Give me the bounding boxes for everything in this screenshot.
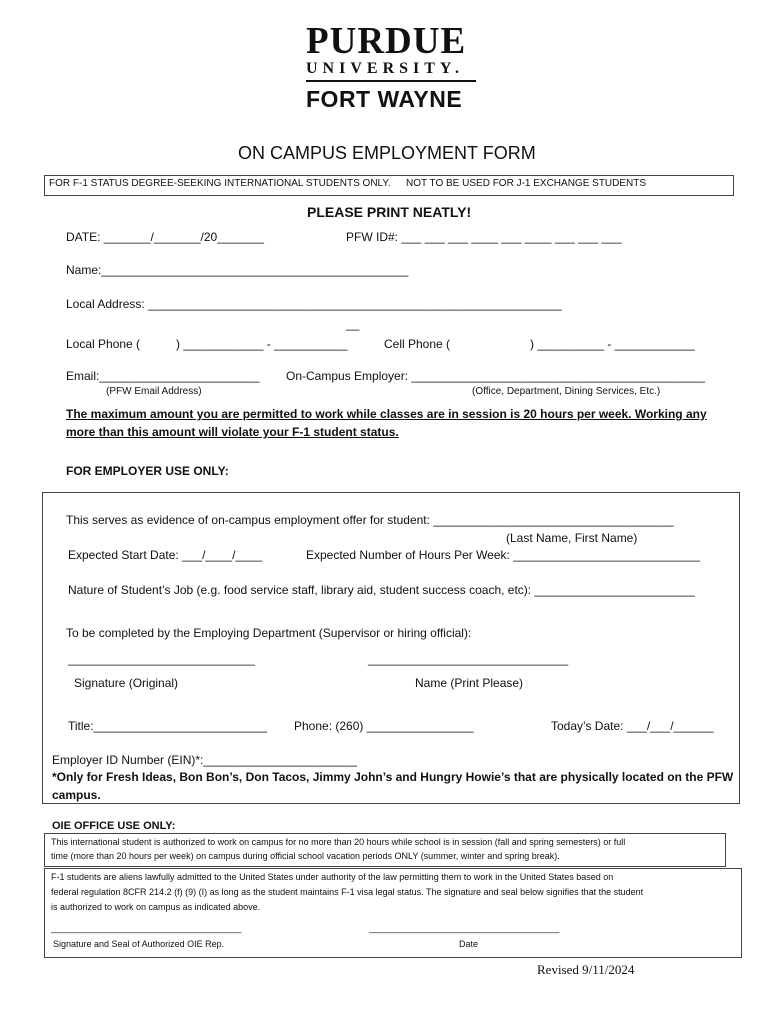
email-field[interactable]: Email:________________________ [66, 369, 260, 383]
start-date-field[interactable]: Expected Start Date: ___/____/____ [68, 548, 263, 562]
oie-date-label: Date [459, 939, 479, 949]
job-nature-field[interactable]: Nature of Student’s Job (e.g. food service staff, library aid, student success coach, etc): ________________________ [68, 583, 695, 597]
supervisor-phone-field[interactable]: Phone: (260) ________________ [294, 719, 474, 733]
oie-signature-line[interactable]: ______________________________________ [51, 923, 242, 933]
oie-legal-line1: F-1 students are aliens lawfully admitted to the United States under authority of the law permitting them to work in the United States based on [51, 872, 614, 882]
oie-legal-box [44, 868, 742, 958]
signature-label: Signature (Original) [74, 676, 179, 690]
oie-authorization-line2: time (more than 20 hours per week) on campus during official school vacation periods ONLY (summer, winter and spring break). [51, 851, 560, 861]
logo-purdue: PURDUE [306, 20, 467, 63]
eligibility-note-part2: NOT TO BE USED FOR J-1 EXCHANGE STUDENTS [406, 178, 647, 189]
oie-use-heading: OIE OFFICE USE ONLY: [52, 820, 176, 832]
name-print-label: Name (Print Please) [415, 676, 524, 690]
ein-note-line2: campus. [52, 788, 101, 802]
employer-use-heading: FOR EMPLOYER USE ONLY: [66, 464, 229, 478]
completed-by-note: To be completed by the Employing Department (Supervisor or hiring official): [66, 626, 472, 640]
logo-university: UNIVERSITY. [306, 60, 464, 77]
offer-field[interactable]: This serves as evidence of on-campus employment offer for student: ____________________________________ [66, 513, 674, 527]
oie-legal-line3: is authorized to work on campus as indicated above. [51, 902, 261, 912]
local-phone-label: Local Phone ( [66, 337, 141, 351]
eligibility-note-part1: FOR F-1 STATUS DEGREE-SEEKING INTERNATIONAL STUDENTS ONLY. [49, 178, 391, 189]
work-limit-warning-line1: The maximum amount you are permitted to work while classes are in session is 20 hours per week. Working any [66, 407, 707, 421]
oie-authorization-box [44, 833, 726, 867]
oie-signature-label: Signature and Seal of Authorized OIE Rep. [53, 939, 225, 949]
eligibility-box [44, 175, 734, 196]
oie-legal-line2: federal regulation 8CFR 214.2 (f) (9) (I) as long as the student maintains F-1 visa legal status. The signature and seal below signifies that the student [51, 887, 644, 897]
supervisor-signature-line[interactable]: ____________________________ [68, 652, 255, 666]
supervisor-name-line[interactable]: ______________________________ [368, 652, 569, 666]
date-field[interactable]: DATE: _______/_______/20_______ [66, 230, 264, 244]
pfw-id-field[interactable]: PFW ID#: ___ ___ ___ ____ ___ ____ ___ ___ ___ [346, 230, 622, 244]
employer-hint: (Office, Department, Dining Services, Etc.) [472, 386, 661, 397]
form-title: ON CAMPUS EMPLOYMENT FORM [238, 143, 536, 163]
address-continuation: __ [346, 317, 360, 331]
todays-date-field[interactable]: Today’s Date: ___/___/______ [551, 719, 714, 733]
print-neatly-heading: PLEASE PRINT NEATLY! [307, 204, 472, 220]
logo-divider [306, 80, 476, 82]
ein-field[interactable]: Employer ID Number (EIN)*:_______________________ [52, 753, 357, 767]
ein-note-line1: *Only for Fresh Ideas, Bon Bon’s, Don Tacos, Jimmy John’s and Hungry Howie’s that are physically located on the PFW [52, 770, 734, 784]
oie-date-line[interactable]: ______________________________________ [369, 923, 560, 933]
local-address-field[interactable]: Local Address: ______________________________________________________________ [66, 297, 562, 311]
employer-field[interactable]: On-Campus Employer: ____________________________________________ [286, 369, 706, 383]
hours-per-week-field[interactable]: Expected Number of Hours Per Week: ____________________________ [306, 548, 701, 562]
logo-fort-wayne: FORT WAYNE [306, 86, 463, 112]
offer-hint: (Last Name, First Name) [506, 531, 638, 545]
cell-phone-label: Cell Phone ( [384, 337, 451, 351]
name-field[interactable]: Name:______________________________________________ [66, 263, 409, 277]
email-hint: (PFW Email Address) [106, 386, 202, 397]
cell-phone-field[interactable]: ) __________ - ____________ [530, 337, 695, 351]
revision-date: Revised 9/11/2024 [537, 962, 635, 977]
work-limit-warning-line2: more than this amount will violate your F-1 student status. [66, 425, 399, 439]
oie-authorization-line1: This international student is authorized to work on campus for no more than 20 hours while school is in session (fall and spring semesters) or full [51, 837, 626, 847]
supervisor-title-field[interactable]: Title:__________________________ [68, 719, 268, 733]
local-phone-field[interactable]: ) ____________ - ___________ [176, 337, 348, 351]
